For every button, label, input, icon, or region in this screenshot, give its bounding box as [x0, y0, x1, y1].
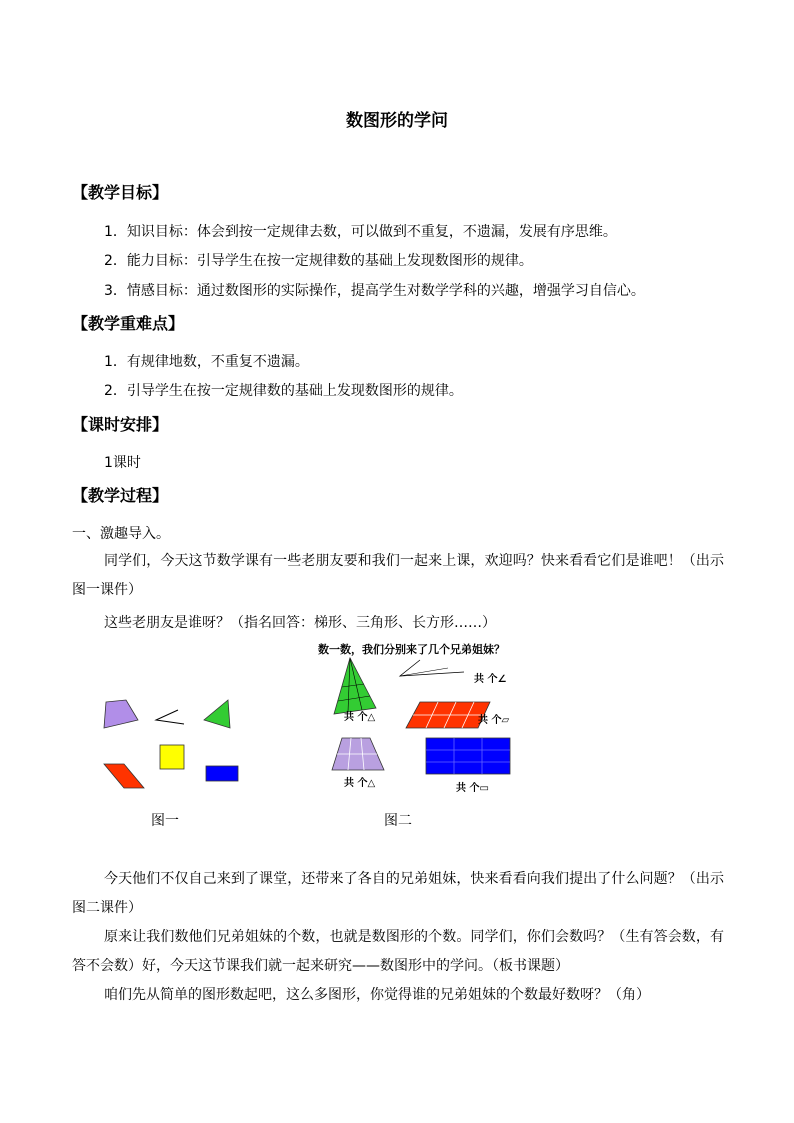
goal-item: 2．能力目标：引导学生在按一定规律数的基础上发现数图形的规律。 [104, 253, 533, 269]
paragraph: 咱们先从简单的图形数起吧，这么多图形，你觉得谁的兄弟姐妹的个数最好数呀？（角） [104, 987, 650, 1003]
triangle-shape [204, 700, 230, 728]
figure-2-label: 共 个△ [344, 778, 376, 789]
section-heading-process: 【教学过程】 [72, 486, 169, 505]
square-shape [160, 745, 184, 769]
key-item: 2．引导学生在按一定规律数的基础上发现数图形的规律。 [104, 383, 463, 399]
section-heading-key: 【教学重难点】 [72, 314, 185, 333]
figure-1-caption: 图一 [151, 813, 179, 829]
parallelogram-shape [104, 764, 144, 788]
green-triangle-grid [334, 658, 376, 714]
trapezoid-shape [104, 700, 138, 728]
figure-2-caption: 图二 [384, 813, 412, 829]
figure-2-label: 共 个▭ [456, 783, 489, 794]
page-title: 数图形的学问 [346, 111, 448, 131]
rectangle-shape [206, 766, 238, 781]
paragraph: 今天他们不仅自己来到了课堂，还带来了各自的兄弟姐妹，快来看看向我们提出了什么问题？（出示图二课件） [72, 871, 724, 916]
angle-rays [400, 660, 464, 676]
figure-2-label: 共 个▱ [478, 715, 510, 726]
figure-2-title: 数一数，我们分别来了几个兄弟姐妹？ [318, 643, 505, 656]
figure-1 [96, 690, 256, 800]
blue-rectangle-grid [426, 738, 510, 774]
paragraph: 同学们，今天这节数学课有一些老朋友要和我们一起来上课，欢迎吗？快来看看它们是谁吧！（出示图一课件） [72, 553, 724, 598]
figure-2-label: 共 个△ [344, 712, 376, 723]
goal-item: 1．知识目标：体会到按一定规律去数，可以做到不重复，不遗漏，发展有序思维。 [104, 224, 617, 240]
section-heading-schedule: 【课时安排】 [72, 415, 169, 434]
section-heading-goals: 【教学目标】 [72, 183, 169, 202]
figure-2-label: 共 个∠ [474, 674, 507, 685]
goal-item: 3．情感目标：通过数图形的实际操作，提高学生对数学学科的兴趣，增强学习自信心。 [104, 283, 645, 299]
key-item: 1．有规律地数，不重复不遗漏。 [104, 354, 309, 370]
paragraph: 原来让我们数他们兄弟姐妹的个数，也就是数图形的个数。同学们，你们会数吗？（生有答会数，有答不会数）好，今天这节课我们就一起来研究——数图形中的学问。（板书课题） [72, 929, 724, 974]
schedule-text: 1课时 [104, 455, 141, 471]
process-step: 一、激趣导入。 [72, 526, 170, 542]
angle-shape [156, 710, 184, 724]
paragraph: 这些老朋友是谁呀？（指名回答：梯形、三角形、长方形……） [104, 615, 496, 631]
